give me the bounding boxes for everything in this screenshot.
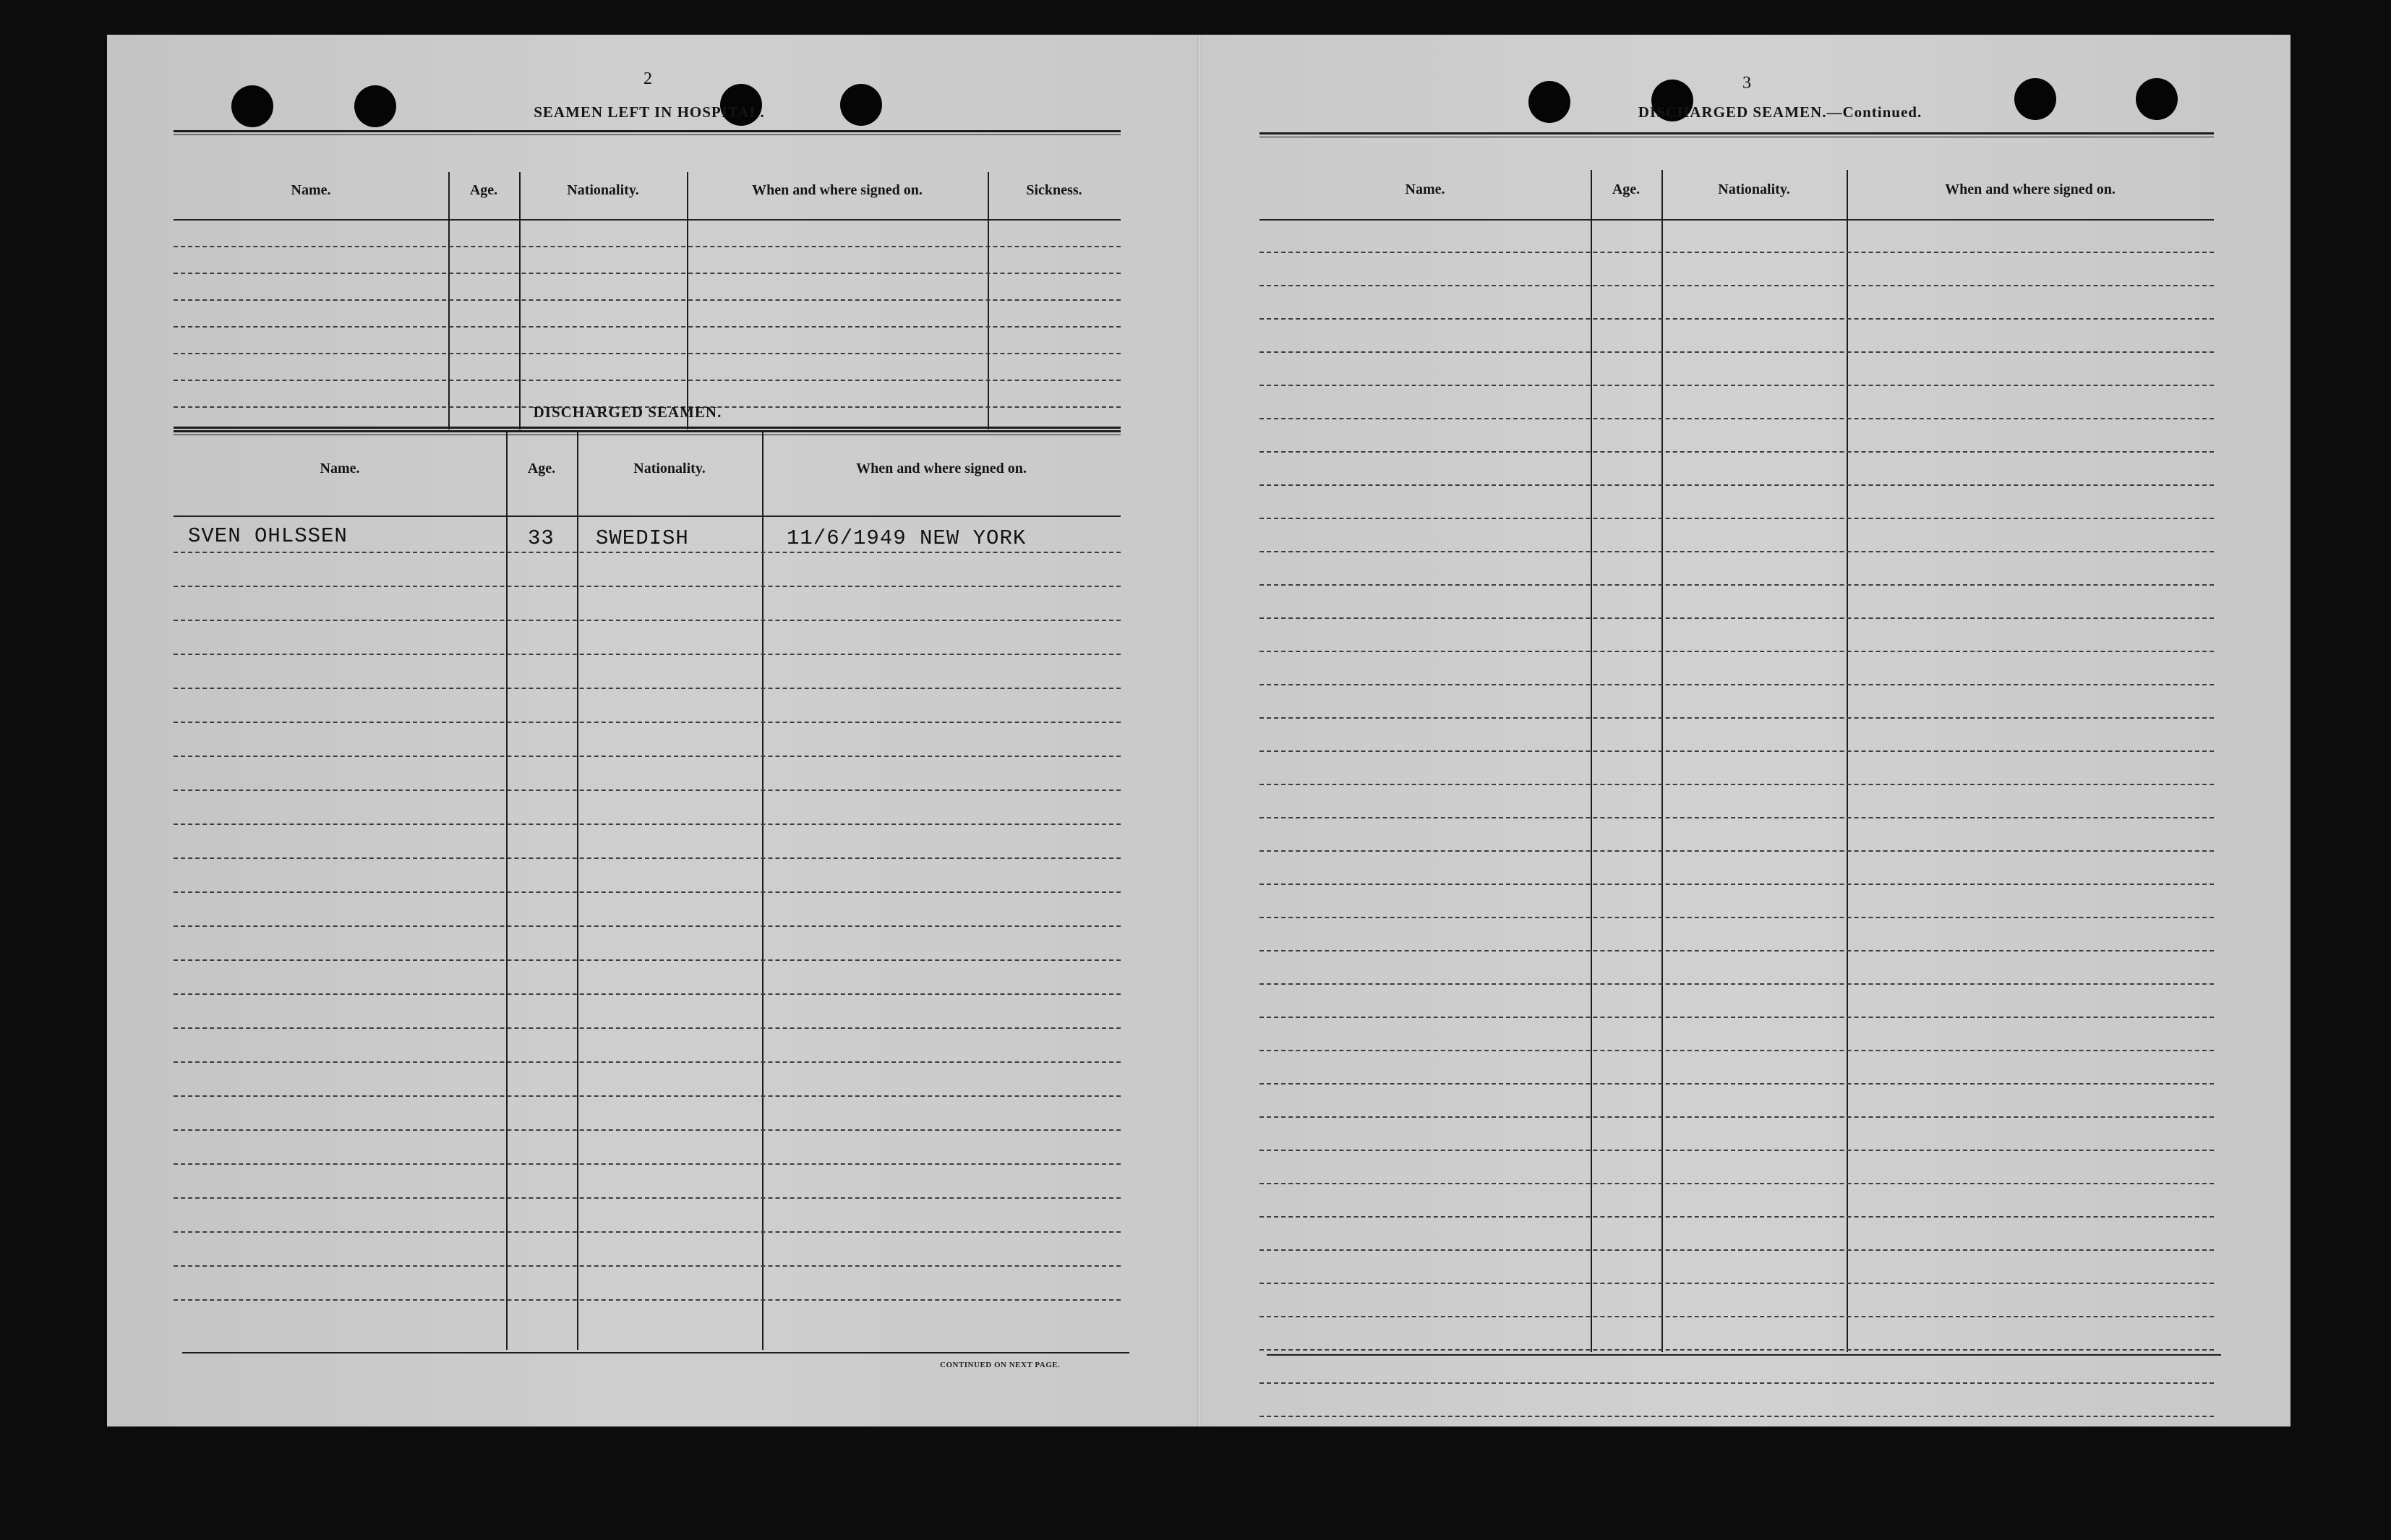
discharged-rows (174, 430, 1121, 1352)
ruled-line (174, 993, 1121, 995)
column-header-signed-on: When and where signed on. (856, 461, 1027, 476)
ruled-line (1259, 717, 2214, 719)
column-header-name: Name. (291, 182, 331, 198)
ruled-line (1259, 584, 2214, 586)
document-scan (107, 35, 2291, 1426)
ruled-line (174, 586, 1121, 587)
column-header-nationality: Nationality. (567, 182, 639, 198)
ruled-line (1259, 318, 2214, 320)
hospital-table (174, 130, 1121, 430)
discharged-table (174, 430, 1121, 1352)
ruled-line (1259, 1416, 2214, 1417)
seaman-age: 33 (528, 526, 555, 550)
ruled-line (174, 620, 1121, 621)
column-header-name: Name. (1405, 181, 1445, 197)
ruled-line (1259, 418, 2214, 419)
ruled-line (174, 891, 1121, 893)
ruled-line (174, 552, 1121, 553)
ruled-line (1259, 1183, 2214, 1184)
ruled-line (1259, 684, 2214, 685)
ruled-line (174, 273, 1121, 274)
punch-hole (2014, 78, 2056, 120)
left-page (107, 35, 1197, 1426)
table-bottom-rule (1267, 1354, 2221, 1356)
ruled-line (174, 1027, 1121, 1029)
page-number: 2 (643, 69, 652, 88)
ruled-line (1259, 1316, 2214, 1317)
ruled-line (174, 1265, 1121, 1267)
column-header-age: Age. (469, 182, 498, 198)
ruled-line (174, 722, 1121, 723)
ruled-line (1259, 817, 2214, 818)
ruled-line (174, 1095, 1121, 1097)
column-header-name: Name. (320, 461, 360, 476)
column-header-signed-on: When and where signed on. (752, 182, 923, 198)
continued-note: CONTINUED ON NEXT PAGE. (940, 1361, 1061, 1369)
ruled-line (1259, 784, 2214, 785)
table-bottom-rule (182, 1352, 1129, 1353)
ruled-line (1259, 850, 2214, 852)
seaman-nationality: SWEDISH (596, 526, 689, 550)
ruled-line (1259, 983, 2214, 985)
continued-rows (1259, 132, 2214, 1354)
ruled-line (1259, 518, 2214, 519)
punch-hole (1528, 81, 1570, 123)
ruled-line (1259, 617, 2214, 619)
right-page (1202, 35, 2291, 1426)
right-section-title: DISCHARGED SEAMEN.—Continued. (1638, 103, 1922, 121)
column-header-nationality: Nationality. (633, 461, 706, 476)
ruled-line (1259, 1116, 2214, 1118)
ruled-line (174, 1299, 1121, 1301)
ruled-line (1259, 451, 2214, 453)
punch-hole (231, 85, 273, 127)
ruled-line (174, 380, 1121, 381)
ruled-line (174, 688, 1121, 689)
discharged-continued-table (1259, 132, 2214, 1354)
ruled-line (1259, 385, 2214, 386)
ruled-line (174, 353, 1121, 354)
column-header-nationality: Nationality. (1718, 181, 1790, 197)
table-bottom-rule (174, 427, 1121, 429)
ruled-line (174, 790, 1121, 791)
column-header-sickness: Sickness. (1026, 182, 1082, 198)
page-number: 3 (1742, 74, 1751, 93)
ruled-line (174, 857, 1121, 859)
ruled-line (174, 299, 1121, 301)
column-header-signed-on: When and where signed on. (1945, 181, 2116, 197)
ruled-line (1259, 750, 2214, 752)
ruled-line (1259, 1283, 2214, 1284)
ruled-line (174, 1061, 1121, 1063)
ruled-line (174, 959, 1121, 961)
ruled-line (1259, 1083, 2214, 1085)
ruled-line (174, 1231, 1121, 1233)
ruled-line (1259, 1382, 2214, 1384)
ruled-line (174, 824, 1121, 825)
hospital-section-title: SEAMEN LEFT IN HOSPITAL. (534, 103, 765, 121)
ruled-line (1259, 917, 2214, 918)
seaman-name: SVEN OHLSSEN (188, 524, 348, 548)
ruled-line (1259, 1249, 2214, 1251)
column-header-age: Age. (527, 461, 556, 476)
ruled-line (174, 246, 1121, 247)
ruled-line (1259, 884, 2214, 885)
ruled-line (1259, 551, 2214, 552)
punch-hole (354, 85, 396, 127)
ruled-line (174, 925, 1121, 927)
ruled-line (174, 654, 1121, 655)
ruled-line (174, 1197, 1121, 1199)
ruled-line (1259, 285, 2214, 286)
punch-hole (2136, 78, 2178, 120)
ruled-line (174, 1129, 1121, 1131)
ruled-line (1259, 1150, 2214, 1151)
ruled-line (174, 1163, 1121, 1165)
ruled-line (1259, 252, 2214, 253)
ruled-line (174, 756, 1121, 757)
ruled-line (1259, 1050, 2214, 1051)
discharged-section-title: DISCHARGED SEAMEN. (533, 403, 722, 421)
ruled-line (1259, 950, 2214, 951)
ruled-line (1259, 1017, 2214, 1018)
ruled-line (1259, 484, 2214, 486)
ruled-line (1259, 1349, 2214, 1351)
hospital-rows (174, 130, 1121, 430)
ruled-line (1259, 1216, 2214, 1218)
ruled-line (174, 326, 1121, 328)
seaman-signed-on: 11/6/1949 NEW YORK (787, 526, 1027, 550)
ruled-line (1259, 351, 2214, 353)
column-header-age: Age. (1612, 181, 1641, 197)
ruled-line (1259, 651, 2214, 652)
punch-hole (840, 84, 882, 126)
